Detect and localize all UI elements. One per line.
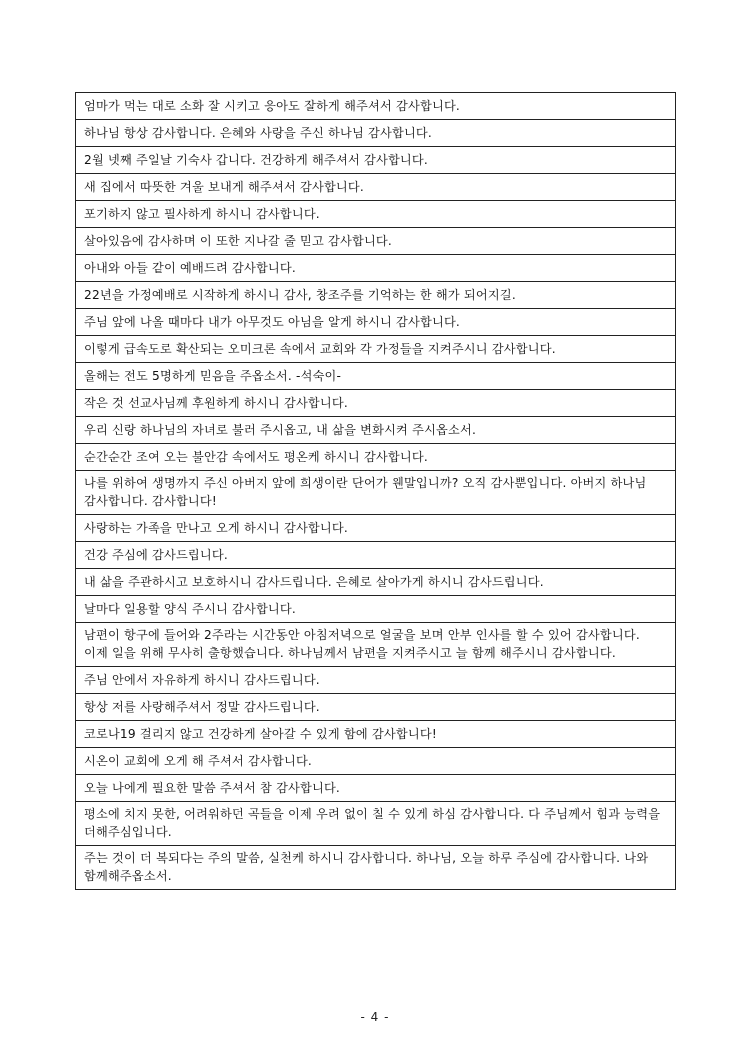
- thanksgiving-entry: 작은 것 선교사님께 후원하게 하시니 감사합니다.: [76, 390, 676, 417]
- table-row: [76, 444, 676, 471]
- thanksgiving-entry: 항상 저를 사랑해주셔서 정말 감사드립니다.: [76, 694, 676, 721]
- thanksgiving-entry: 올해는 전도 5명하게 믿음을 주옵소서. -석숙이-: [76, 363, 676, 390]
- thanksgiving-entry: 사랑하는 가족을 만나고 오게 하시니 감사합니다.: [76, 515, 676, 542]
- table-row: [76, 147, 676, 174]
- table-row: [76, 201, 676, 228]
- page-number: - 4 -: [360, 1010, 390, 1024]
- thanksgiving-entry: 주님 안에서 자유하게 하시니 감사드립니다.: [76, 667, 676, 694]
- thanksgiving-entry: 코로나19 걸리지 않고 건강하게 살아갈 수 있게 함에 감사합니다!: [76, 721, 676, 748]
- thanksgiving-entry: 하나님 항상 감사합니다. 은혜와 사랑을 주신 하나님 감사합니다.: [76, 120, 676, 147]
- thanksgiving-entry: 남편이 항구에 들어와 2주라는 시간동안 아침저녁으로 얼굴을 보며 안부 인사를 할 수 있어 감사합니다. 이제 일을 위해 무사히 출항했습니다. 하나님께서 남편을 지켜주시고 늘 함께 해주시니 감사합니다.: [76, 623, 676, 667]
- thanksgiving-entry: 내 삶을 주관하시고 보호하시니 감사드립니다. 은혜로 살아가게 하시니 감사드립니다.: [76, 569, 676, 596]
- thanksgiving-entry: 살아있음에 감사하며 이 또한 지나갈 줄 믿고 감사합니다.: [76, 228, 676, 255]
- table-row: [76, 363, 676, 390]
- thanksgiving-entry: 이렇게 급속도로 확산되는 오미크론 속에서 교회와 각 가정들을 지켜주시니 감사합니다.: [76, 336, 676, 363]
- thanksgiving-entry: 아내와 아들 같이 예배드려 감사합니다.: [76, 255, 676, 282]
- table-row: [76, 93, 676, 120]
- thanksgiving-entry: 순간순간 조여 오는 불안감 속에서도 평온케 하시니 감사합니다.: [76, 444, 676, 471]
- table-row: [76, 471, 676, 515]
- table-row: [76, 515, 676, 542]
- thanksgiving-entry: 날마다 일용할 양식 주시니 감사합니다.: [76, 596, 676, 623]
- table-row: [76, 802, 676, 846]
- table-row: [76, 846, 676, 890]
- thanksgiving-entry: 엄마가 먹는 대로 소화 잘 시키고 응아도 잘하게 해주셔서 감사합니다.: [76, 93, 676, 120]
- table-row: [76, 336, 676, 363]
- thanksgiving-entry: 시온이 교회에 오게 해 주셔서 감사합니다.: [76, 748, 676, 775]
- table-row: [76, 623, 676, 667]
- thanksgiving-entry: 포기하지 않고 필사하게 하시니 감사합니다.: [76, 201, 676, 228]
- thanksgiving-table-body: [76, 93, 676, 890]
- thanksgiving-entry: 평소에 치지 못한, 어려워하던 곡들을 이제 우려 없이 칠 수 있게 하심 감사합니다. 다 주님께서 힘과 능력을 더해주심입니다.: [76, 802, 676, 846]
- table-row: [76, 694, 676, 721]
- thanksgiving-entry: 주님 앞에 나올 때마다 내가 아무것도 아님을 알게 하시니 감사합니다.: [76, 309, 676, 336]
- table-row: [76, 255, 676, 282]
- table-row: [76, 282, 676, 309]
- thanksgiving-entry: 건강 주심에 감사드립니다.: [76, 542, 676, 569]
- thanksgiving-entry: 주는 것이 더 복되다는 주의 말씀, 실천케 하시니 감사합니다. 하나님, 오늘 하루 주심에 감사합니다. 나와 함께해주옵소서.: [76, 846, 676, 890]
- table-row: [76, 228, 676, 255]
- thanksgiving-entry: 오늘 나에게 필요한 말씀 주셔서 참 감사합니다.: [76, 775, 676, 802]
- table-row: [76, 748, 676, 775]
- table-row: [76, 721, 676, 748]
- table-row: [76, 667, 676, 694]
- thanksgiving-entry: 우리 신랑 하나님의 자녀로 불러 주시옵고, 내 삶을 변화시켜 주시옵소서.: [76, 417, 676, 444]
- table-row: [76, 309, 676, 336]
- table-row: [76, 417, 676, 444]
- thanksgiving-table: [75, 92, 676, 890]
- table-row: [76, 542, 676, 569]
- thanksgiving-entry: 2월 넷째 주일날 기숙사 갑니다. 건강하게 해주셔서 감사합니다.: [76, 147, 676, 174]
- table-row: [76, 569, 676, 596]
- table-row: [76, 596, 676, 623]
- thanksgiving-entry: 22년을 가정예배로 시작하게 하시니 감사, 창조주를 기억하는 한 해가 되어지길.: [76, 282, 676, 309]
- thanksgiving-entry: 새 집에서 따뜻한 겨울 보내게 해주셔서 감사합니다.: [76, 174, 676, 201]
- table-row: [76, 775, 676, 802]
- thanksgiving-entry: 나를 위하여 생명까지 주신 아버지 앞에 희생이란 단어가 웬말입니까? 오직 감사뿐입니다. 아버지 하나님 감사합니다. 감사합니다!: [76, 471, 676, 515]
- table-row: [76, 174, 676, 201]
- table-row: [76, 120, 676, 147]
- table-row: [76, 390, 676, 417]
